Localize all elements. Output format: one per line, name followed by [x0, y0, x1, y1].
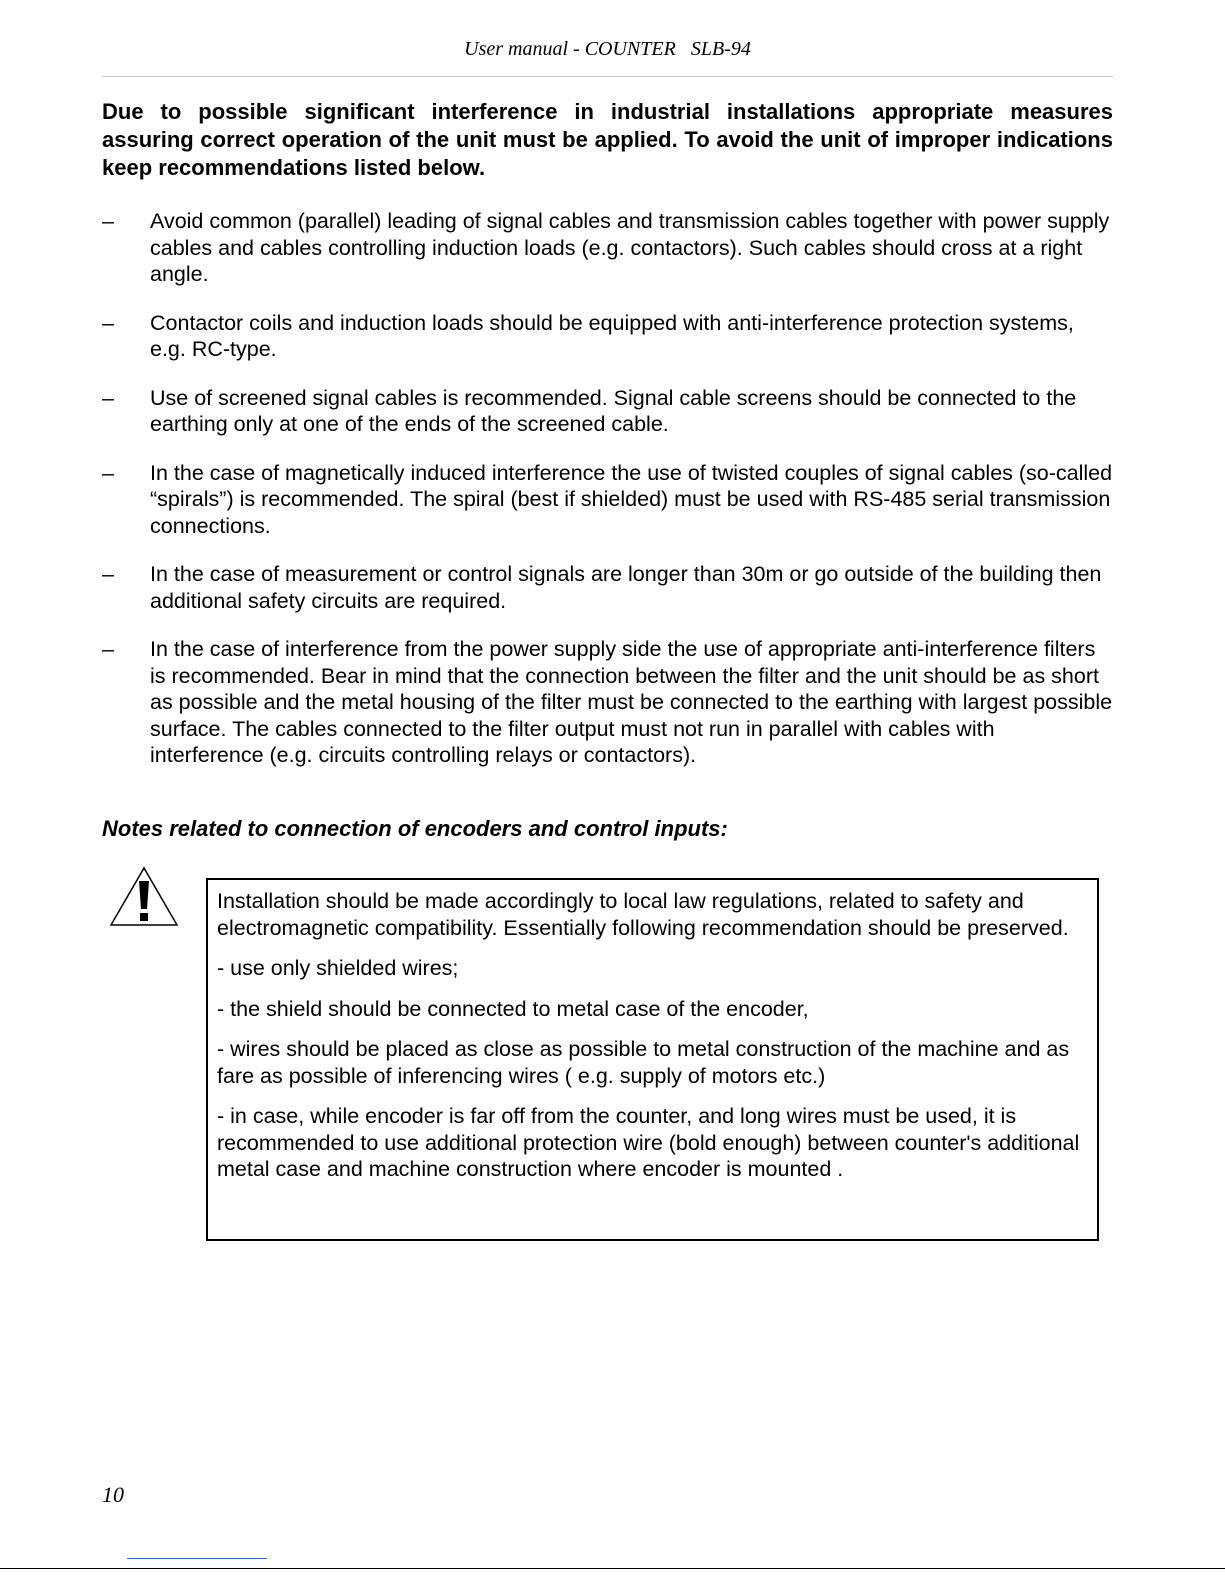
- notes-paragraph: - use only shielded wires;: [217, 956, 459, 980]
- list-item: [102, 208, 1113, 288]
- list-item-text: Avoid common (parallel) leading of signal cables and transmission cables together with power supply cables and cables controlling induction loads (e.g. contactors). Such cables should cross at a right angle.: [150, 209, 1110, 286]
- list-item: [102, 310, 1113, 363]
- warning-exclamation-bar: [139, 881, 149, 909]
- page-number: 10: [102, 1482, 124, 1507]
- bullet-dash: –: [102, 209, 114, 233]
- encoder-notes-box: [206, 878, 1099, 1241]
- list-item-text: Use of screened signal cables is recommended. Signal cable screens should be connected to the earthing only at one of the ends of the screened cable.: [150, 385, 1077, 436]
- list-item: [102, 636, 1113, 769]
- intro-paragraph: Due to possible significant interference in industrial installations appropriate measures assuring correct operation of the unit must be applied. To avoid the unit of improper indications keep recommendations listed below.: [102, 99, 1113, 180]
- list-item-text: In the case of magnetically induced interference the use of twisted couples of signal cables (so-called “spirals”) is recommended. The spiral (best if shielded) must be used with RS-485 serial transmission connections.: [150, 460, 1113, 538]
- notes-heading: Notes related to connection of encoders and control inputs:: [102, 816, 728, 841]
- bullet-dash: –: [102, 562, 114, 586]
- bullet-dash: –: [102, 385, 114, 410]
- warning-triangle-icon: [109, 866, 179, 928]
- page-header: User manual - COUNTER SLB-94: [464, 38, 751, 60]
- header-divider: [102, 76, 1113, 77]
- recommendations-list: [102, 208, 1113, 791]
- page-bottom-border: [0, 1568, 1225, 1569]
- list-item-text: Contactor coils and induction loads should be equipped with anti-interference protection systems, e.g. RC-type.: [150, 310, 1074, 361]
- bullet-dash: –: [102, 460, 114, 485]
- list-item-text: In the case of interference from the power supply side the use of appropriate anti-interference filters is recommended. Bear in mind that the connection between the filter and the unit should be as short as possible and the metal housing of the filter must be connected to the earthing with largest possible surface. The cables connected to the filter output must not run in parallel with cables with interference (e.g. circuits controlling relays or contactors).: [150, 637, 1113, 767]
- footnote-divider: [127, 1558, 267, 1559]
- notes-paragraph: - in case, while encoder is far off from the counter, and long wires must be used, it is recommended to use additional protection wire (bold enough) between counter's additional metal case and machine construction where encoder is mounted .: [217, 1104, 1080, 1181]
- list-item: [102, 385, 1113, 438]
- notes-paragraph: - wires should be placed as close as possible to metal construction of the machine and as fare as possible of inferencing wires ( e.g. supply of motors etc.): [217, 1037, 1070, 1088]
- bullet-dash: –: [102, 310, 114, 335]
- notes-paragraph: Installation should be made accordingly to local law regulations, related to safety and electromagnetic compatibility. Essentially following recommendation should be preserved.: [217, 889, 1069, 940]
- warning-exclamation-dot: [140, 913, 148, 921]
- notes-paragraph: - the shield should be connected to metal case of the encoder,: [217, 996, 809, 1021]
- list-item: [102, 561, 1113, 614]
- bullet-dash: –: [102, 637, 114, 661]
- list-item-text: In the case of measurement or control signals are longer than 30m or go outside of the building then additional safety circuits are required.: [150, 562, 1102, 613]
- list-item: [102, 460, 1113, 540]
